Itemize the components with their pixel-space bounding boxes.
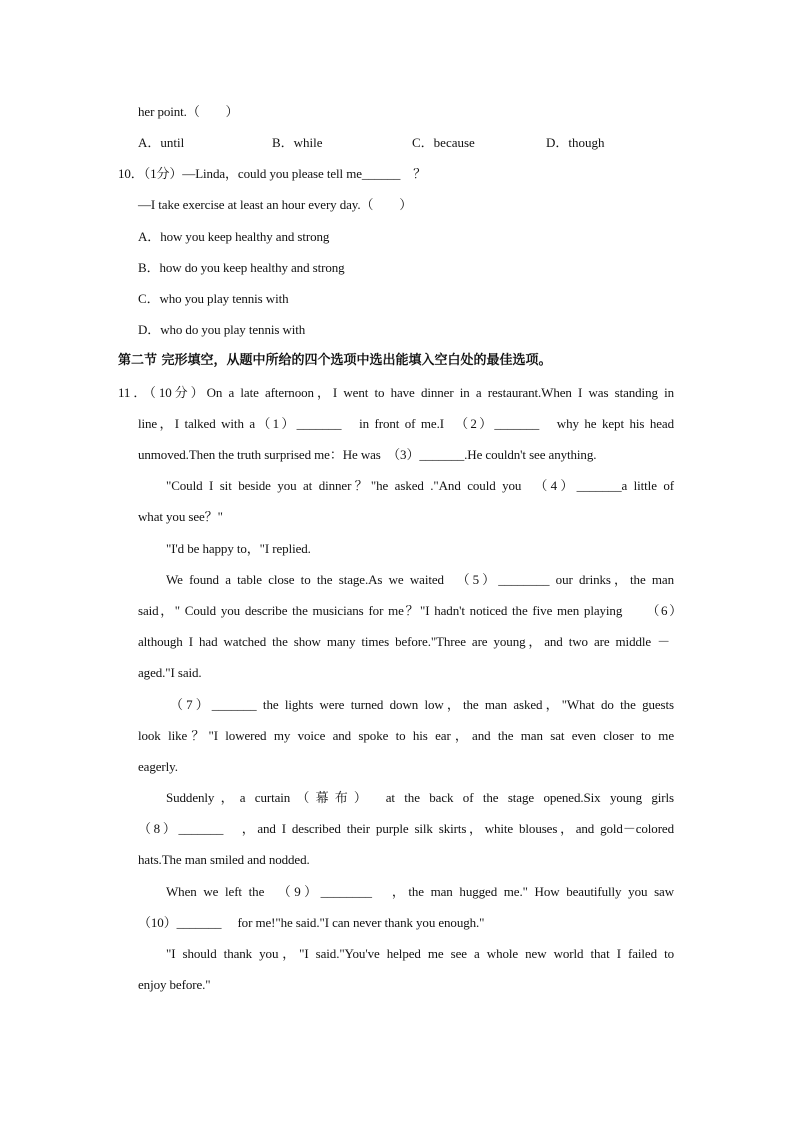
q10-option-a[interactable]: A．how you keep healthy and strong: [138, 229, 330, 244]
q11-line-4: "Could I sit beside you at dinner？"he asked ."And could you （4）_______a little of: [166, 478, 674, 493]
q9-option-c[interactable]: C．because: [412, 135, 475, 150]
q11-line-20: enjoy before.": [138, 977, 211, 992]
q11-line-7: We found a table close to the stage.As we waited （5）________ our drinks，the man: [166, 572, 674, 587]
q11-line-18: （10）_______ for me!"he said."I can never thank you enough.": [138, 915, 485, 930]
q11-line-5: what you see？": [138, 509, 223, 524]
q11-line-6: "I'd be happy to，"I replied.: [166, 541, 311, 556]
q11-line-8: said，" Could you describe the musicians for me？"I hadn't noticed the five men playing （6）: [138, 603, 682, 618]
q11-line-1: 11．（10分）On a late afternoon，I went to have dinner in a restaurant.When I was standing in: [118, 385, 674, 400]
section-heading: 第二节 完形填空，从题中所给的四个选项中选出能填入空白处的最佳选项。: [118, 353, 552, 368]
q10-answer-line: —I take exercise at least an hour every day.（ ）: [138, 197, 413, 212]
q10-stem: 10．（1分）—Linda，could you please tell me______ ？: [118, 166, 427, 181]
q11-line-2: line，I talked with a（1）_______ in front of me.I （2）_______ why he kept his head: [138, 416, 674, 431]
q11-line-19: "I should thank you，"I said."You've helped me see a whole new world that I failed to: [166, 946, 674, 961]
q11-line-15: （8）_______ ，and I described their purple silk skirts，white blouses，and gold－colored: [138, 821, 674, 836]
q11-line-17: When we left the （9）________ ，the man hugged me." How beautifully you saw: [166, 884, 674, 899]
q10-option-d[interactable]: D．who do you play tennis with: [138, 322, 306, 337]
q9-option-d[interactable]: D．though: [546, 135, 605, 150]
q10-option-b[interactable]: B．how do you keep healthy and strong: [138, 260, 345, 275]
q9-option-a[interactable]: A．until: [138, 135, 185, 150]
q11-line-11: （7）_______ the lights were turned down low，the man asked，"What do the guests: [170, 697, 674, 712]
q9-option-b[interactable]: B．while: [272, 135, 323, 150]
q11-line-14: Suddenly，a curtain（幕布） at the back of the stage opened.Six young girls: [166, 790, 674, 805]
q11-line-13: eagerly.: [138, 759, 178, 774]
q11-line-9: although I had watched the show many times before."Three are young，and two are middle －: [138, 634, 670, 649]
q11-line-3: unmoved.Then the truth surprised me：He was （3）_______.He couldn't see anything.: [138, 447, 597, 462]
q9-stem-tail: her point.（ ）: [138, 104, 239, 119]
q11-line-16: hats.The man smiled and nodded.: [138, 852, 310, 867]
q10-option-c[interactable]: C．who you play tennis with: [138, 291, 289, 306]
q11-line-10: aged."I said.: [138, 665, 202, 680]
q11-line-12: look like？"I lowered my voice and spoke to his ear，and the man sat even closer to me: [138, 728, 674, 743]
